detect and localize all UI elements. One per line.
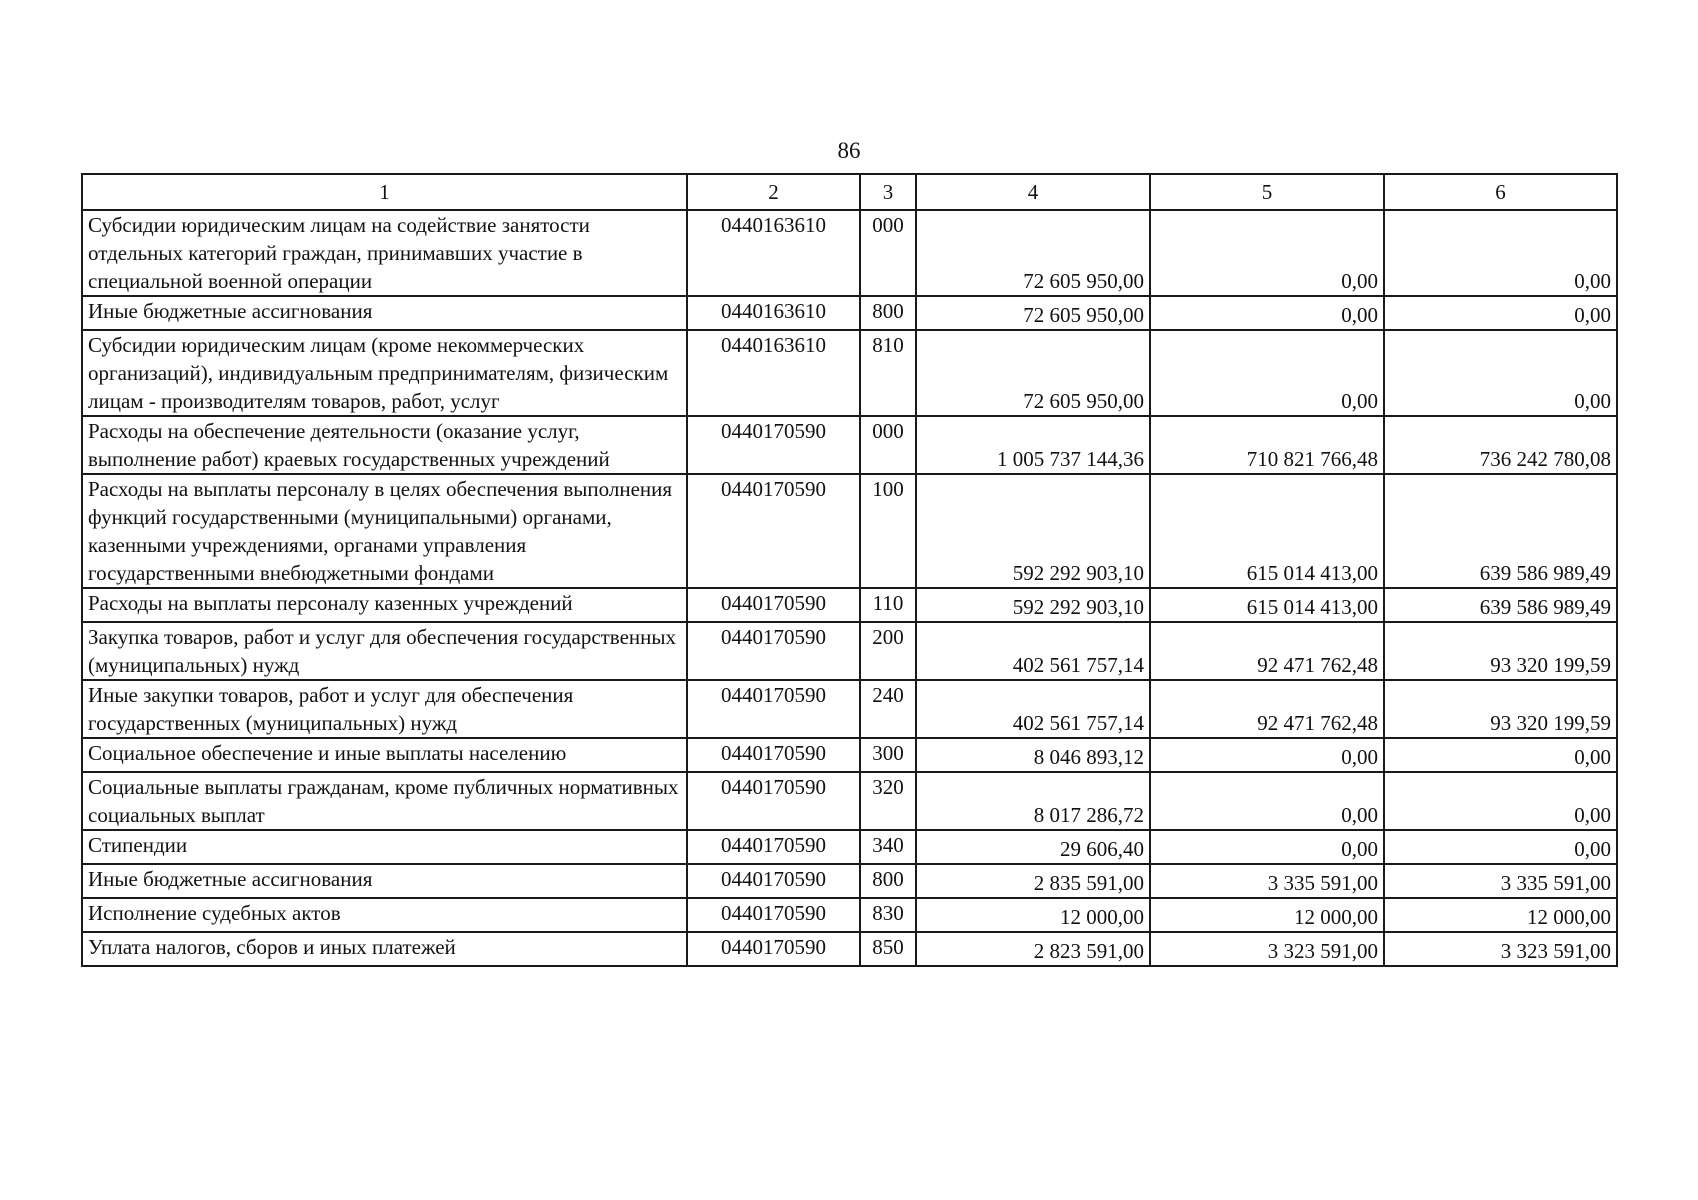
row-amount-col4: 402 561 757,14 <box>916 622 1150 680</box>
row-code-cell: 0440170590 <box>687 622 860 680</box>
row-name-cell: Субсидии юридическим лицам на содействие занятости отдельных категорий граждан, принимавших участие в специальной военной операции <box>82 210 687 296</box>
row-name-cell: Иные бюджетные ассигнования <box>82 296 687 330</box>
row-expense-type-cell: 800 <box>860 864 916 898</box>
row-amount-col5: 0,00 <box>1150 210 1384 296</box>
page-number: 86 <box>837 138 861 163</box>
row-amount-col6: 639 586 989,49 <box>1384 588 1617 622</box>
row-expense-type-cell: 340 <box>860 830 916 864</box>
row-amount-col6: 3 323 591,00 <box>1384 932 1617 966</box>
row-amount-col4: 592 292 903,10 <box>916 588 1150 622</box>
row-code-cell: 0440163610 <box>687 210 860 296</box>
row-amount-col4: 8 017 286,72 <box>916 772 1150 830</box>
row-code-cell: 0440170590 <box>687 680 860 738</box>
row-amount-col6: 3 335 591,00 <box>1384 864 1617 898</box>
row-code-cell: 0440170590 <box>687 772 860 830</box>
row-code-cell: 0440170590 <box>687 474 860 588</box>
row-amount-col4: 8 046 893,12 <box>916 738 1150 772</box>
row-amount-col5: 92 471 762,48 <box>1150 622 1384 680</box>
row-expense-type-cell: 300 <box>860 738 916 772</box>
table-row <box>82 296 1617 330</box>
row-amount-col6: 639 586 989,49 <box>1384 474 1617 588</box>
table-row <box>82 622 1617 680</box>
row-expense-type-cell: 800 <box>860 296 916 330</box>
table-row <box>82 898 1617 932</box>
row-expense-type-cell: 000 <box>860 416 916 474</box>
row-amount-col4: 1 005 737 144,36 <box>916 416 1150 474</box>
table-row <box>82 738 1617 772</box>
row-name-cell: Расходы на выплаты персоналу в целях обеспечения выполнения функций государственными (муниципальными) органами, казенными учреждениями, органами управления государственными внебюджетными фондами <box>82 474 687 588</box>
column-header-4: 4 <box>916 174 1150 210</box>
row-amount-col6: 93 320 199,59 <box>1384 680 1617 738</box>
table-row <box>82 830 1617 864</box>
row-amount-col5: 12 000,00 <box>1150 898 1384 932</box>
table-row <box>82 474 1617 588</box>
row-amount-col6: 0,00 <box>1384 830 1617 864</box>
column-header-1: 1 <box>82 174 687 210</box>
row-name-cell: Иные бюджетные ассигнования <box>82 864 687 898</box>
row-code-cell: 0440163610 <box>687 296 860 330</box>
row-amount-col4: 29 606,40 <box>916 830 1150 864</box>
column-header-6: 6 <box>1384 174 1617 210</box>
row-amount-col6: 0,00 <box>1384 330 1617 416</box>
column-header-3: 3 <box>860 174 916 210</box>
row-code-cell: 0440170590 <box>687 932 860 966</box>
row-name-cell: Уплата налогов, сборов и иных платежей <box>82 932 687 966</box>
row-name-cell: Стипендии <box>82 830 687 864</box>
row-code-cell: 0440163610 <box>687 330 860 416</box>
row-expense-type-cell: 830 <box>860 898 916 932</box>
row-code-cell: 0440170590 <box>687 830 860 864</box>
row-expense-type-cell: 100 <box>860 474 916 588</box>
row-amount-col5: 92 471 762,48 <box>1150 680 1384 738</box>
row-code-cell: 0440170590 <box>687 864 860 898</box>
row-code-cell: 0440170590 <box>687 588 860 622</box>
row-amount-col4: 2 835 591,00 <box>916 864 1150 898</box>
row-name-cell: Социальное обеспечение и иные выплаты населению <box>82 738 687 772</box>
header-row <box>82 174 1617 210</box>
table-row <box>82 588 1617 622</box>
row-amount-col4: 72 605 950,00 <box>916 330 1150 416</box>
row-expense-type-cell: 850 <box>860 932 916 966</box>
table-row <box>82 680 1617 738</box>
row-expense-type-cell: 810 <box>860 330 916 416</box>
row-amount-col4: 72 605 950,00 <box>916 296 1150 330</box>
row-amount-col6: 0,00 <box>1384 210 1617 296</box>
row-name-cell: Исполнение судебных актов <box>82 898 687 932</box>
row-amount-col4: 12 000,00 <box>916 898 1150 932</box>
table-row <box>82 330 1617 416</box>
row-amount-col5: 0,00 <box>1150 772 1384 830</box>
table-row <box>82 772 1617 830</box>
budget-table <box>81 173 1618 967</box>
row-code-cell: 0440170590 <box>687 738 860 772</box>
row-amount-col6: 12 000,00 <box>1384 898 1617 932</box>
row-expense-type-cell: 000 <box>860 210 916 296</box>
row-expense-type-cell: 200 <box>860 622 916 680</box>
row-amount-col5: 3 335 591,00 <box>1150 864 1384 898</box>
row-name-cell: Закупка товаров, работ и услуг для обеспечения государственных (муниципальных) нужд <box>82 622 687 680</box>
row-expense-type-cell: 110 <box>860 588 916 622</box>
table-row <box>82 932 1617 966</box>
table-row <box>82 864 1617 898</box>
row-amount-col5: 0,00 <box>1150 738 1384 772</box>
row-amount-col5: 0,00 <box>1150 296 1384 330</box>
row-name-cell: Субсидии юридическим лицам (кроме некоммерческих организаций), индивидуальным предпринимателям, физическим лицам - производителям товаров, работ, услуг <box>82 330 687 416</box>
row-amount-col4: 72 605 950,00 <box>916 210 1150 296</box>
row-amount-col6: 0,00 <box>1384 738 1617 772</box>
row-name-cell: Иные закупки товаров, работ и услуг для обеспечения государственных (муниципальных) нужд <box>82 680 687 738</box>
row-amount-col6: 93 320 199,59 <box>1384 622 1617 680</box>
row-amount-col5: 615 014 413,00 <box>1150 474 1384 588</box>
row-amount-col6: 0,00 <box>1384 296 1617 330</box>
row-amount-col6: 736 242 780,08 <box>1384 416 1617 474</box>
row-name-cell: Расходы на обеспечение деятельности (оказание услуг, выполнение работ) краевых государственных учреждений <box>82 416 687 474</box>
table-row <box>82 416 1617 474</box>
table-row <box>82 210 1617 296</box>
row-amount-col5: 0,00 <box>1150 830 1384 864</box>
row-amount-col5: 0,00 <box>1150 330 1384 416</box>
row-amount-col6: 0,00 <box>1384 772 1617 830</box>
column-header-2: 2 <box>687 174 860 210</box>
row-expense-type-cell: 320 <box>860 772 916 830</box>
row-amount-col4: 592 292 903,10 <box>916 474 1150 588</box>
row-name-cell: Социальные выплаты гражданам, кроме публичных нормативных социальных выплат <box>82 772 687 830</box>
row-code-cell: 0440170590 <box>687 898 860 932</box>
row-code-cell: 0440170590 <box>687 416 860 474</box>
column-header-5: 5 <box>1150 174 1384 210</box>
row-name-cell: Расходы на выплаты персоналу казенных учреждений <box>82 588 687 622</box>
row-amount-col5: 3 323 591,00 <box>1150 932 1384 966</box>
row-expense-type-cell: 240 <box>860 680 916 738</box>
row-amount-col5: 615 014 413,00 <box>1150 588 1384 622</box>
row-amount-col5: 710 821 766,48 <box>1150 416 1384 474</box>
row-amount-col4: 2 823 591,00 <box>916 932 1150 966</box>
row-amount-col4: 402 561 757,14 <box>916 680 1150 738</box>
